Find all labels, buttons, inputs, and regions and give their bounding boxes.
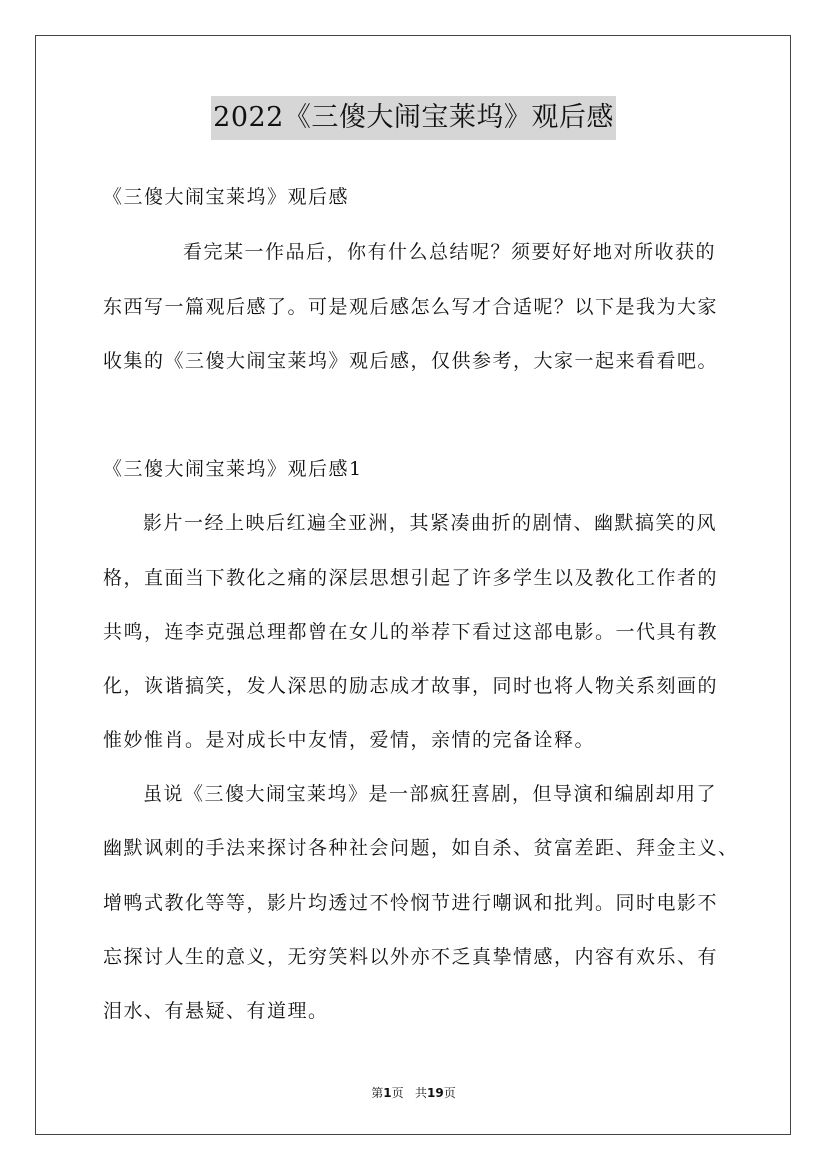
intro-line-2: 东西写一篇观后感了。可是观后感怎么写才合适呢？以下是我为大家 xyxy=(103,296,719,318)
page-suffix: 页 xyxy=(443,1086,456,1100)
para2-line-2: 幽默讽刺的手法来探讨各种社会问题，如自杀、贫富差距、拜金主义、 xyxy=(103,837,739,859)
current-page-number: 1 xyxy=(383,1086,392,1100)
para2-line-4: 忘探讨人生的意义，无穷笑料以外亦不乏真挚情感，内容有欢乐、有 xyxy=(103,946,719,968)
page-prefix: 第 xyxy=(371,1086,384,1100)
para1-line-4: 化，诙谐搞笑，发人深思的励志成才故事，同时也将人物关系刻画的 xyxy=(103,675,719,697)
para1-line-2: 格，直面当下教化之痛的深层思想引起了许多学生以及教化工作者的 xyxy=(103,567,719,589)
title-wrap xyxy=(0,96,827,140)
total-page-count: 19 xyxy=(427,1086,444,1100)
intro-line-1: 看完某一作品后，你有什么总结呢？须要好好地对所收获的 xyxy=(183,241,717,263)
para2-line-1: 虽说《三傻大闹宝莱坞》是一部疯狂喜剧，但导演和编剧却用了 xyxy=(143,783,718,805)
document-title: 2022《三傻大闹宝莱坞》观后感 xyxy=(211,96,616,140)
intro-line-3: 收集的《三傻大闹宝莱坞》观后感，仅供参考，大家一起来看看吧。 xyxy=(103,350,719,372)
para1-line-1: 影片一经上映后红遍全亚洲，其紧凑曲折的剧情、幽默搞笑的风 xyxy=(143,512,718,534)
para1-line-5: 惟妙惟肖。是对成长中友情，爱情，亲情的完备诠释。 xyxy=(103,729,596,751)
para1-line-3: 共鸣，连李克强总理都曾在女儿的举荐下看过这部电影。一代具有教 xyxy=(103,621,719,643)
document-subtitle: 《三傻大闹宝莱坞》观后感 xyxy=(103,186,350,208)
page-footer xyxy=(0,1084,827,1101)
para2-line-3: 增鸭式教化等等，影片均透过不怜悯节进行嘲讽和批判。同时电影不 xyxy=(103,892,719,914)
para2-line-5: 泪水、有悬疑、有道理。 xyxy=(103,1000,329,1022)
page-mid: 页 共 xyxy=(391,1086,428,1100)
section-heading-1: 《三傻大闹宝莱坞》观后感1 xyxy=(103,458,363,480)
